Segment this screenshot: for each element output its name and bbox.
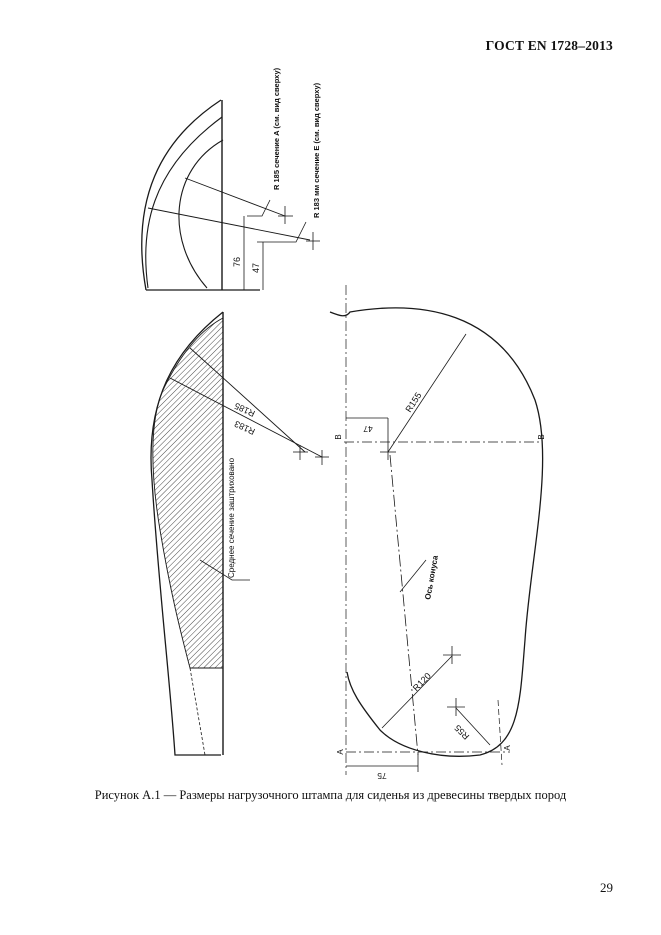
radius-155-label: R155 <box>403 390 424 415</box>
section-a-vertical <box>498 700 502 765</box>
cone-axis-leader <box>400 560 426 592</box>
page-number: 29 <box>600 880 613 895</box>
cone-axis-line <box>390 455 418 755</box>
section-e-label: R 183 мм сечение Е (см. вид сверху) <box>312 82 321 218</box>
dimension-47-plan-label: 47 <box>363 424 373 434</box>
hatched-section-label: Среднее сечение заштриховано <box>227 457 236 578</box>
radius-55-label: R55 <box>452 722 472 742</box>
radius-155-line <box>388 334 466 452</box>
side-dashed-line <box>190 668 205 755</box>
dimension-75-label: 75 <box>377 771 387 781</box>
plan-view <box>330 285 546 781</box>
document-header: ГОСТ EN 1728–2013 <box>485 38 613 53</box>
figure-caption: Рисунок А.1 — Размеры нагрузочного штампа для сиденья из древесины твердых пород <box>94 788 567 802</box>
seat-outline <box>330 308 543 756</box>
marker-a-right: А <box>503 745 512 751</box>
section-a-label: R 185 сечение A (см. вид сверху) <box>272 67 281 190</box>
radius-185-label: R185 <box>232 400 257 419</box>
inner-profile-e <box>179 140 223 288</box>
top-section-view <box>142 67 321 290</box>
radius-line-e <box>148 208 310 240</box>
dimension-47-top-label: 47 <box>251 262 261 274</box>
marker-b-left: В <box>334 434 343 440</box>
marker-b-right: В <box>537 434 546 440</box>
side-section-view <box>151 312 329 755</box>
leader-e <box>257 222 306 242</box>
marker-a-left: А <box>336 749 345 755</box>
cone-axis-label: Ось конуса <box>423 554 440 601</box>
inner-profile-a <box>146 117 222 288</box>
radius-line-a <box>185 178 285 216</box>
dimension-76-label: 76 <box>232 256 242 268</box>
radius-120-label: R120 <box>410 670 433 694</box>
radius-183-label: R183 <box>232 418 257 437</box>
